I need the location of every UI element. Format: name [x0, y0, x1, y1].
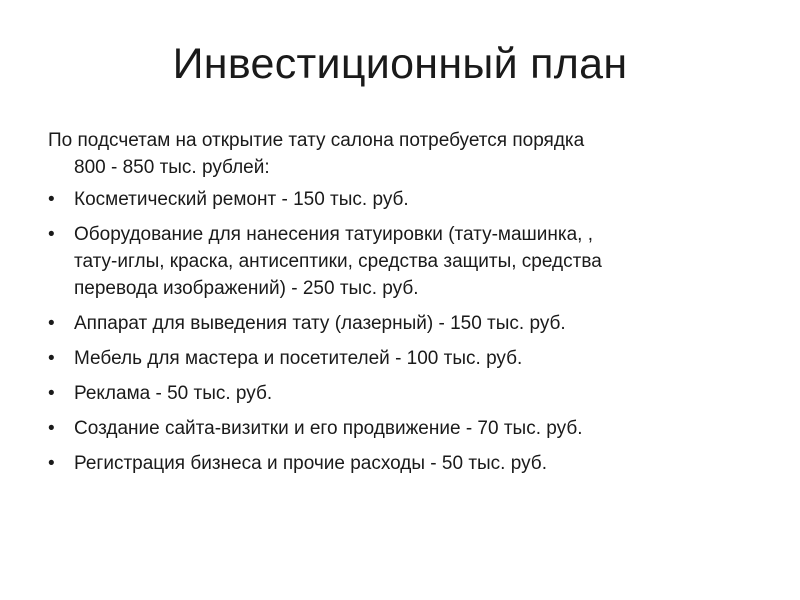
intro-paragraph: [48, 127, 768, 181]
bullet-text: • Мебель для мастера и посетителей - 100 тыс. руб.: [74, 348, 523, 369]
bullet-text: • Реклама - 50 тыс. руб.: [74, 383, 273, 404]
bullet-list: [48, 186, 768, 485]
bullet-item: [48, 221, 768, 302]
bullet-text: • Аппарат для выведения тату (лазерный) - 150 тыс. руб.: [74, 313, 566, 334]
bullet-text: • Оборудование для нанесения татуировки (тату-машинка, ,: [74, 224, 594, 245]
bullet-item: [48, 345, 768, 372]
bullet-text: • Создание сайта-визитки и его продвижение - 70 тыс. руб.: [74, 418, 583, 439]
bullet-item: [48, 186, 768, 213]
bullet-item: [48, 450, 768, 477]
bullet-item: [48, 415, 768, 442]
bullet-text: перевода изображений) - 250 тыс. руб.: [74, 278, 419, 299]
bullet-text: • Косметический ремонт - 150 тыс. руб.: [74, 189, 409, 210]
bullet-item: [48, 310, 768, 337]
bullet-text: • Регистрация бизнеса и прочие расходы - 50 тыс. руб.: [74, 453, 547, 474]
slide-title: Инвестиционный план: [172, 40, 628, 88]
intro-line: По подсчетам на открытие тату салона потребуется порядка: [48, 130, 585, 151]
bullet-item: [48, 380, 768, 407]
intro-line: 800 - 850 тыс. рублей:: [74, 157, 270, 178]
bullet-text: тату-иглы, краска, антисептики, средства защиты, средства: [74, 251, 602, 272]
